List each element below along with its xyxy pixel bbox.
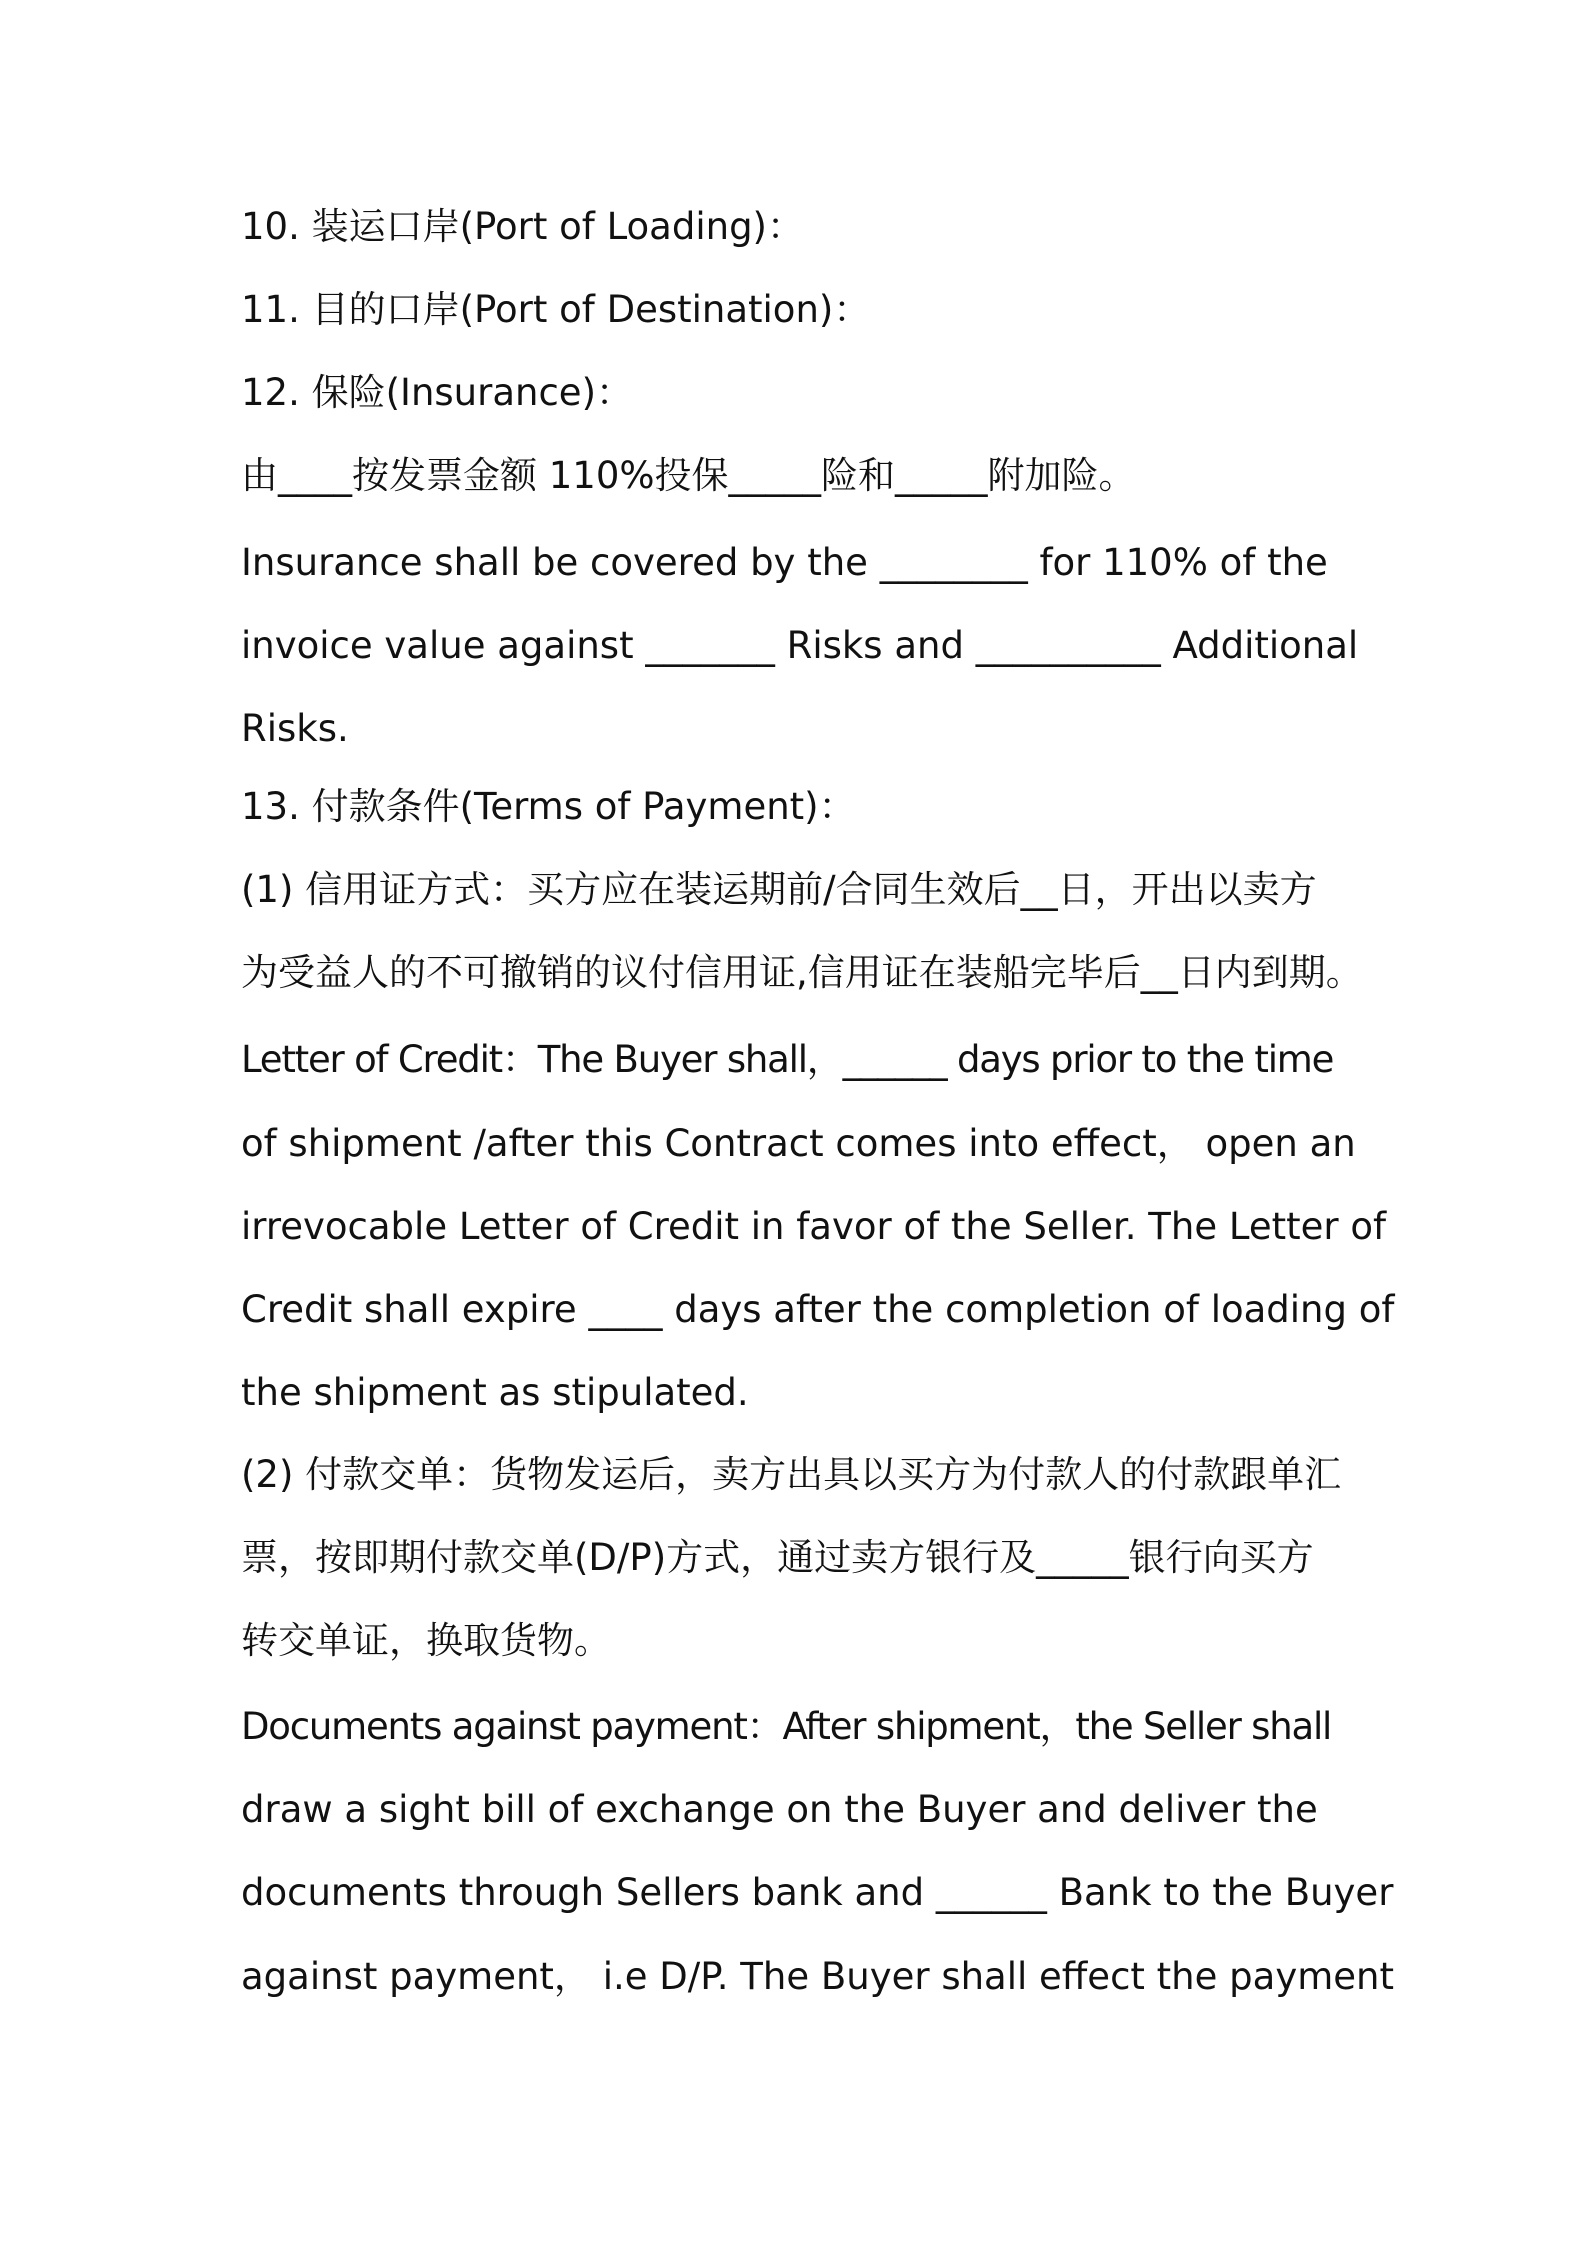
documents-against-payment-en-line-4: against payment， i.e D/P. The Buyer shall effect the payment — [241, 1955, 1394, 1998]
documents-against-payment-cn-line-2: 票，按即期付款交单(D/P)方式，通过卖方银行及_____银行向买方 — [241, 1536, 1314, 1579]
letter-of-credit-en-line-1: Letter of Credit：The Buyer shall，______ days prior to the time — [241, 1038, 1334, 1081]
documents-against-payment-en-line-2: draw a sight bill of exchange on the Buyer and deliver the — [241, 1788, 1318, 1831]
letter-of-credit-en-line-5: the shipment as stipulated. — [241, 1371, 749, 1414]
documents-against-payment-en-line-3: documents through Sellers bank and ______ Bank to the Buyer — [241, 1871, 1394, 1914]
item-10-port-of-loading: 10. 装运口岸(Port of Loading)： — [241, 205, 804, 248]
documents-against-payment-cn-line-1: (2) 付款交单：货物发运后，卖方出具以买方为付款人的付款跟单汇 — [241, 1453, 1342, 1496]
letter-of-credit-cn-line-2: 为受益人的不可撤销的议付信用证,信用证在装船完毕后__日内到期。 — [241, 951, 1363, 994]
insurance-clause-cn: 由____按发票金额 110%投保_____险和_____附加险。 — [241, 454, 1136, 497]
insurance-clause-en-line-2: invoice value against _______ Risks and __________ Additional — [241, 624, 1359, 667]
letter-of-credit-en-line-2: of shipment /after this Contract comes into effect， open an — [241, 1122, 1356, 1165]
documents-against-payment-cn-line-3: 转交单证，换取货物。 — [241, 1619, 611, 1662]
insurance-clause-en-line-3: Risks. — [241, 707, 349, 750]
letter-of-credit-en-line-3: irrevocable Letter of Credit in favor of the Seller. The Letter of — [241, 1205, 1387, 1248]
item-13-terms-of-payment: 13. 付款条件(Terms of Payment)： — [241, 785, 856, 828]
documents-against-payment-en-line-1: Documents against payment：After shipment，the Seller shall — [241, 1705, 1332, 1748]
item-12-insurance: 12. 保险(Insurance)： — [241, 371, 634, 414]
letter-of-credit-cn-line-1: (1) 信用证方式：买方应在装运期前/合同生效后__日，开出以卖方 — [241, 868, 1317, 911]
item-11-port-of-destination: 11. 目的口岸(Port of Destination)： — [241, 288, 871, 331]
insurance-clause-en-line-1: Insurance shall be covered by the ________ for 110% of the — [241, 541, 1328, 584]
letter-of-credit-en-line-4: Credit shall expire ____ days after the completion of loading of — [241, 1288, 1395, 1331]
